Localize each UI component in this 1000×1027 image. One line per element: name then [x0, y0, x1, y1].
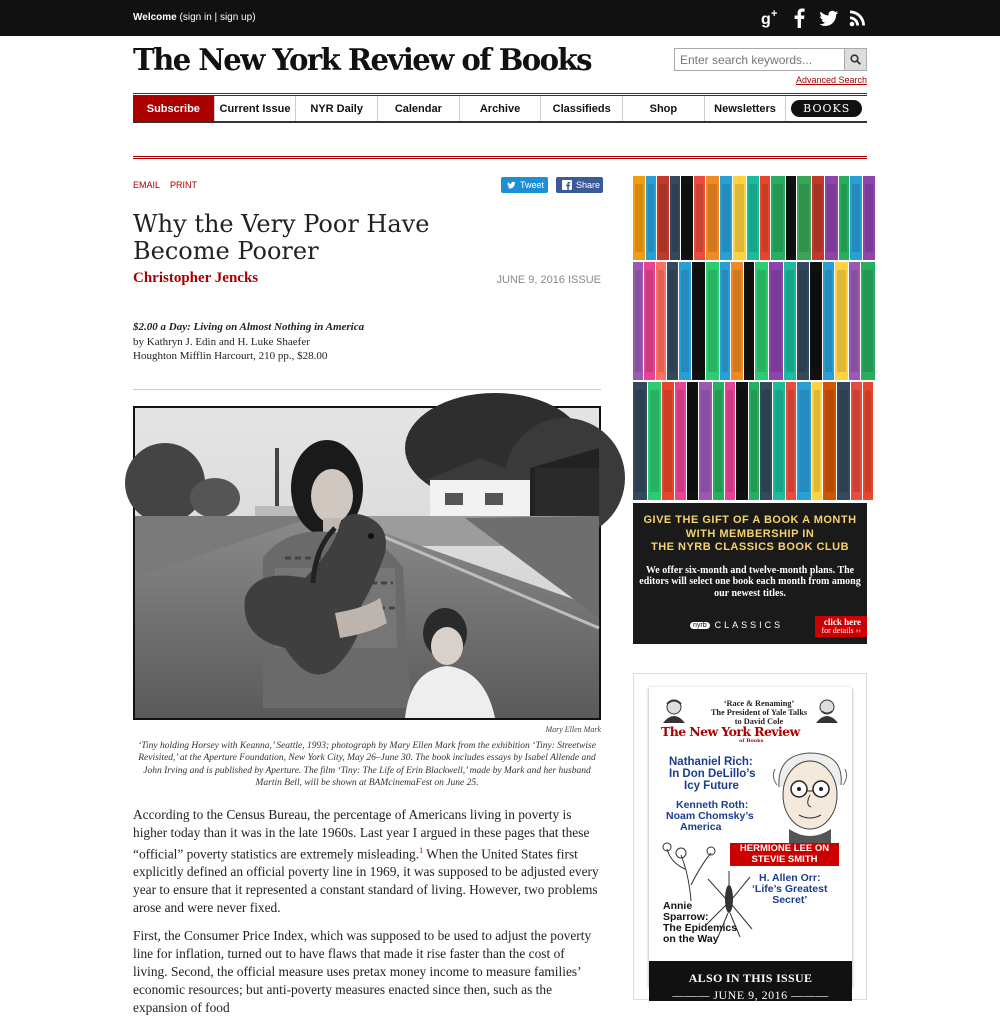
cover-quote — [704, 699, 814, 726]
search-icon — [850, 54, 861, 65]
cover-headline — [666, 799, 754, 833]
books-pill: BOOKS — [791, 100, 862, 117]
search-button[interactable] — [844, 49, 866, 70]
current-issue-promo[interactable] — [633, 673, 867, 1000]
click-sublabel: for details ›› — [821, 625, 861, 635]
book-spine-band — [788, 390, 794, 492]
book-spine-band — [672, 184, 678, 252]
cover-quote-line: to David Cole — [734, 717, 784, 726]
book-title: $2.00 a Day: Living on Almost Nothing in America — [133, 321, 365, 333]
book-spine-band — [738, 390, 746, 492]
cover-headline-line: In Don DeLillo’s — [669, 768, 756, 780]
book-spine-band — [773, 184, 783, 252]
nyrb-classics-logo — [690, 620, 783, 630]
book-spine-band — [865, 184, 873, 252]
book-spine-band — [841, 184, 847, 252]
social-links — [761, 7, 868, 29]
facebook-icon — [562, 180, 572, 190]
cover-headline-line: Sparrow: — [663, 911, 709, 923]
print-link[interactable]: PRINT — [170, 180, 198, 190]
rss-icon[interactable] — [848, 7, 868, 29]
book-spine-band — [681, 270, 689, 372]
also-date: ——— JUNE 9, 2016 ——— — [672, 988, 829, 1002]
nav-books[interactable] — [786, 96, 867, 121]
cover-headline-line: ‘Life’s Greatest — [752, 883, 828, 895]
book-spine-band — [827, 184, 836, 252]
book-spine-band — [757, 270, 766, 372]
svg-text:+: + — [771, 8, 778, 20]
cover-headline-line: Noam Chomsky’s — [666, 810, 754, 822]
book-spine-band — [762, 184, 768, 252]
book-spine-band — [825, 270, 832, 372]
book-spine-band — [786, 270, 794, 372]
book-spine-band — [837, 270, 846, 372]
book-spine-band — [701, 390, 710, 492]
book-spine-band — [689, 390, 696, 492]
book-spine-band — [775, 390, 783, 492]
click-label: click here — [823, 617, 861, 627]
ad-text: We offer six-month and twelve-month plans. The editors will select one book each month from among our newest titles. — [639, 564, 861, 599]
book-spine-band — [771, 270, 781, 372]
book-spine-band — [839, 390, 848, 492]
paren-open: ( — [179, 12, 183, 23]
book-spine-band — [659, 184, 667, 252]
paragraph-text: When the United States first explicitly defined an official poverty line in 1969, it was supposed to be adjusted every year to ensure that it represented a constant standard of living. However, two problems arose and were never fixed. — [133, 846, 599, 916]
cover-headline-line: Kenneth Roth: — [676, 799, 749, 811]
welcome-text — [133, 12, 256, 23]
book-spine-band — [648, 184, 654, 252]
book-spine-band — [696, 184, 703, 252]
main-nav — [133, 93, 867, 123]
cover-feature-line: HERMIONE LEE ON — [739, 843, 830, 854]
book-spine-band — [733, 270, 741, 372]
facebook-share-button[interactable] — [556, 177, 603, 193]
book-spine-band — [669, 270, 676, 372]
book-spine-band — [650, 390, 659, 492]
book-spine-band — [646, 270, 653, 372]
twitter-icon[interactable] — [819, 7, 839, 29]
book-spine-band — [635, 390, 645, 492]
svg-text:g: g — [761, 11, 771, 28]
cover-feature-line: STEVIE SMITH — [751, 853, 818, 865]
cover-headline — [663, 901, 737, 945]
book-spine-band — [735, 184, 744, 252]
paragraph: First, the Consumer Price Index, which was supposed to be used to adjust the poverty line for inflation, turned out to have flaws that made it rise faster than the cost of living. Second, the official measure uses pretax money income to measure families’ economic resources; but anti-poverty measures enacted since then, such as the expansion of food — [133, 928, 592, 1016]
nav-newsletters[interactable]: Newsletters — [705, 96, 787, 121]
divider — [133, 156, 867, 159]
welcome-label: Welcome — [133, 12, 177, 23]
google-plus-icon[interactable] — [761, 7, 781, 29]
book-spine-band — [865, 390, 871, 492]
top-bar — [0, 0, 1000, 36]
book-spine-band — [722, 184, 730, 252]
book-spine-band — [727, 390, 733, 492]
caricature-illustration — [769, 747, 851, 843]
cover-headline-line: Annie — [663, 900, 693, 912]
article-body — [133, 806, 601, 1027]
cover-headline-line: The Epidemics — [663, 922, 738, 934]
nav-classifieds[interactable]: Classifieds — [541, 96, 623, 121]
paren-close: ) — [252, 12, 256, 23]
book-spine-band — [715, 390, 722, 492]
cover-feature-box — [730, 843, 839, 866]
cover-headline — [752, 873, 827, 906]
book-spine-band — [812, 270, 820, 372]
book-spine-band — [635, 184, 643, 252]
paragraph — [133, 806, 601, 917]
cover-headline — [669, 756, 755, 792]
cover-headline-line: America — [680, 821, 722, 833]
book-spine-band — [749, 184, 757, 252]
twitter-icon — [507, 181, 516, 189]
book-spine-band — [851, 270, 858, 372]
cover-headline-line: Nathaniel Rich: — [669, 756, 753, 768]
book-spine-band — [677, 390, 684, 492]
article-author[interactable]: Christopher Jencks — [133, 270, 259, 286]
book-spine-band — [751, 390, 757, 492]
book-spine-band — [863, 270, 873, 372]
also-label: ALSO IN THIS ISSUE — [688, 971, 813, 985]
book-spine-band — [814, 184, 822, 252]
sign-in-link[interactable]: sign in — [182, 12, 212, 23]
nav-archive[interactable]: Archive — [460, 96, 542, 121]
book-spine-band — [708, 184, 717, 252]
reviewed-book — [133, 320, 364, 364]
ad-headline-line: GIVE THE GIFT OF A BOOK A MONTH — [643, 514, 857, 526]
email-link[interactable]: EMAIL — [133, 180, 161, 190]
book-spine-band — [635, 270, 641, 372]
book-club-ad[interactable] — [633, 503, 867, 644]
share-label: Share — [576, 180, 601, 190]
photo-caption: ‘Tiny holding Horsey with Keanna,’ Seattle, 1993; photograph by Mary Ellen Mark from the exhibition ‘Tiny: Streetwise Revisited,’ at the Aperture Foundation, New York City, May 26–June 30. The book includes essays by Isabel Allende and John Irving and is published by Aperture. The film ‘Tiny: The Life of Erin Blackwell,’ made by Mark and her husband Martin Bell, will be shown at BAMcinemaFest on June 25. — [138, 741, 596, 788]
book-spine-band — [708, 270, 717, 372]
sign-up-link[interactable]: sign up — [219, 12, 253, 23]
nav-nyr-daily[interactable]: NYR Daily — [296, 96, 378, 121]
book-spine-band — [788, 184, 794, 252]
ad-headline-line: WITH MEMBERSHIP IN — [685, 527, 815, 540]
paragraph-text: According to the Census Bureau, the percentage of Americans living in poverty is higher today than it was in the late 1960s. Last year I argued in these pages that these “official” poverty statistics are extremely misleading. — [133, 807, 590, 862]
separator: | — [214, 12, 218, 23]
advanced-search-link[interactable]: Advanced Search — [795, 75, 867, 85]
book-spine-band — [683, 184, 691, 252]
nav-current-issue[interactable]: Current Issue — [215, 96, 297, 121]
book-spine-band — [853, 390, 860, 492]
book-publisher: Houghton Mifflin Harcourt, 210 pp., $28.00 — [133, 350, 328, 362]
book-spine-band — [746, 270, 752, 372]
book-spine-band — [664, 390, 672, 492]
article-photo — [133, 406, 601, 720]
article-title: Why the Very Poor Have Become Poorer — [133, 210, 430, 265]
issue-date[interactable]: JUNE 9, 2016 ISSUE — [496, 274, 601, 286]
book-spine-band — [722, 270, 728, 372]
book-spine-band — [799, 270, 807, 372]
divider — [133, 389, 601, 390]
logo-badge: nyrb — [690, 622, 710, 629]
cover-headline-line: H. Allen Orr: — [759, 872, 821, 884]
cover-quote-line: ‘Race & Renaming’ — [723, 699, 795, 708]
cover-masthead: The New York Review — [661, 724, 800, 739]
also-in-this-issue[interactable] — [649, 961, 852, 1001]
portrait-illustration — [814, 697, 840, 723]
book-spine-band — [694, 270, 703, 372]
book-shelf-ad[interactable] — [633, 176, 867, 502]
photo-credit: Mary Ellen Mark — [545, 725, 601, 734]
article-tools — [133, 180, 197, 190]
portrait-illustration — [661, 697, 687, 723]
cover-masthead-sub: of Books — [739, 738, 764, 744]
logo-text: CLASSICS — [714, 620, 784, 630]
book-spine-band — [825, 390, 834, 492]
book-spine-band — [799, 184, 809, 252]
tweet-label: Tweet — [520, 180, 545, 190]
book-spine-band — [762, 390, 770, 492]
nav-calendar[interactable]: Calendar — [378, 96, 460, 121]
book-spine-band — [658, 270, 664, 372]
book-spine-band — [799, 390, 809, 492]
footnote-link[interactable]: 1 — [419, 846, 424, 855]
nav-shop[interactable]: Shop — [623, 96, 705, 121]
ad-headline-line: THE NYRB CLASSICS BOOK CLUB — [650, 541, 850, 553]
facebook-icon[interactable] — [790, 7, 810, 29]
cover-quote-line: The President of Yale Talks — [710, 708, 808, 717]
book-spine-band — [814, 390, 820, 492]
ad-headline — [633, 514, 867, 555]
click-here-button[interactable] — [815, 616, 867, 637]
cover-headline-line: Secret’ — [772, 894, 808, 906]
site-masthead[interactable]: The New York Review of Books — [133, 43, 591, 78]
share-buttons — [501, 177, 603, 193]
issue-cover — [649, 687, 852, 1002]
cover-headline-line: Icy Future — [684, 780, 739, 792]
search-input[interactable] — [675, 49, 844, 70]
cover-headline-line: on the Way — [663, 933, 719, 945]
book-spine-band — [852, 184, 860, 252]
tweet-button[interactable] — [501, 177, 548, 193]
search-box — [674, 48, 867, 71]
book-authors: by Kathryn J. Edin and H. Luke Shaefer — [133, 335, 310, 348]
nav-subscribe[interactable]: Subscribe — [133, 96, 215, 121]
